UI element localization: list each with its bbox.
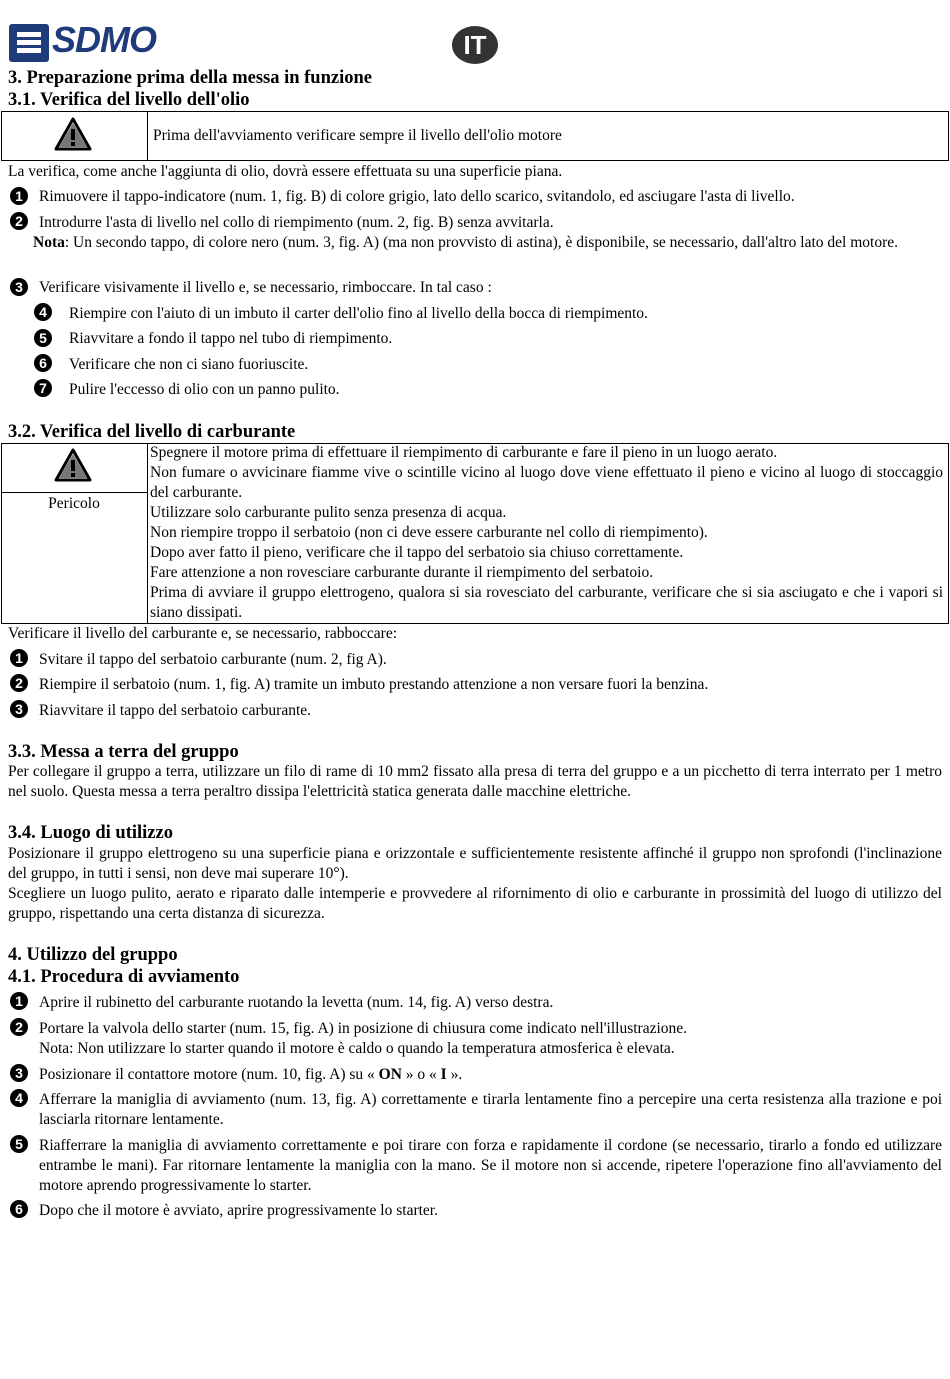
oil-substep-4: Riempire con l'aiuto di un imbuto il carter dell'olio fino al livello della bocca di riempimento. bbox=[69, 305, 648, 322]
fuel-step-2: Riempire il serbatoio (num. 1, fig. A) tramite un imbuto prestando attenzione a non versare fuori la benzina. bbox=[39, 676, 709, 693]
step-number-5-icon bbox=[33, 328, 53, 348]
fuel-step-3: Riavvitare il tappo del serbatoio carburante. bbox=[39, 702, 312, 719]
danger-line-4: Non riempire troppo il serbatoio (non ci deve essere carburante nel collo di riempimento). bbox=[150, 524, 708, 541]
step-number-4-icon bbox=[33, 302, 53, 322]
fuel-step-number-1-icon bbox=[9, 648, 29, 668]
danger-triangle-icon bbox=[54, 448, 92, 482]
oil-step-3: Verificare visivamente il livello e, se necessario, rimboccare. In tal caso : bbox=[39, 279, 492, 296]
start-step-6: Dopo che il motore è avviato, aprire progressivamente lo starter. bbox=[39, 1202, 438, 1219]
svg-text:6: 6 bbox=[39, 355, 47, 371]
oil-step-2: Introdurre l'asta di livello nel collo di riempimento (num. 2, fig. B) senza avvitarla. bbox=[39, 214, 554, 231]
danger-line-7: Prima di avviare il gruppo elettrogeno, qualora si sia rovesciato del carburante, verificare che si sia asciugato e che i vapori si siano dissipati. bbox=[150, 584, 943, 621]
start-step-3 bbox=[39, 1065, 462, 1085]
subsection-title-ground: 3.3. Messa a terra del gruppo bbox=[8, 742, 239, 762]
svg-text:5: 5 bbox=[39, 330, 47, 346]
svg-text:3: 3 bbox=[15, 701, 23, 717]
oil-substep-6: Verificare che non ci siano fuoriuscite. bbox=[69, 356, 309, 373]
svg-text:3: 3 bbox=[15, 1065, 23, 1081]
svg-text:2: 2 bbox=[15, 213, 23, 229]
svg-text:1: 1 bbox=[15, 650, 23, 666]
danger-line-5: Dopo aver fatto il pieno, verificare che il tappo del serbatoio sia chiuso correttamente. bbox=[150, 544, 684, 561]
section-title: 3. Preparazione prima della messa in funzione bbox=[8, 68, 372, 88]
start-step-4: Afferrare la maniglia di avviamento (num. 13, fig. A) correttamente e tirarla lentamente fino a percepire una certa resistenza alla trazione e poi lasciarla ritornare lentamente. bbox=[39, 1091, 942, 1128]
start-step-number-6-icon bbox=[9, 1199, 29, 1219]
fuel-step-number-3-icon bbox=[9, 699, 29, 719]
danger-line-1: Spegnere il motore prima di effettuare il riempimento di carburante e fare il pieno in un luogo aerato. bbox=[150, 444, 778, 461]
step-number-1-icon bbox=[9, 186, 29, 206]
sdmo-logo-bars-icon bbox=[15, 30, 43, 56]
warning-triangle-icon bbox=[54, 117, 92, 151]
oil-substep-5: Riavvitare a fondo il tappo nel tubo di riempimento. bbox=[69, 330, 393, 347]
language-badge: IT bbox=[452, 26, 498, 64]
ground-text: Per collegare il gruppo a terra, utilizzare un filo di rame di 10 mm2 fissato alla presa di terra del gruppo e a un picchetto di terra interrato per 1 metro nel suolo. Questa messa a terra peraltro dissipa l'elettricità statica generata dalle macchine elettriche. bbox=[8, 763, 942, 800]
start-step-3-mid: » o « bbox=[401, 1066, 441, 1083]
svg-text:2: 2 bbox=[15, 675, 23, 691]
danger-line-2: Non fumare o avvicinare fiamme vive o scintille vicino al luogo dove viene effettuato il pieno e vicino al luogo di stoccaggio del carburante. bbox=[150, 464, 943, 501]
step-number-3-icon bbox=[9, 277, 29, 297]
svg-text:4: 4 bbox=[15, 1090, 23, 1106]
svg-text:3: 3 bbox=[15, 279, 23, 295]
section-title-usage: 4. Utilizzo del gruppo bbox=[8, 945, 178, 965]
note-label: Nota bbox=[33, 234, 65, 251]
svg-text:4: 4 bbox=[39, 304, 47, 320]
start-step-5: Riafferrare la maniglia di avviamento correttamente e poi tirare con forza e rapidamente il cordone (se necessario, tirarlo a fondo ed utilizzare entrambe le mani). Far ritornare lentamente la maniglia con la mano. Se il motore non si accende, ripetere l'operazione fino all'avviamento del motore aprendo progressivamente lo starter. bbox=[39, 1137, 942, 1194]
start-step-3-post: ». bbox=[446, 1066, 463, 1083]
brand-logo: SDMO bbox=[52, 19, 156, 60]
svg-text:1: 1 bbox=[15, 993, 23, 1009]
oil-step-1: Rimuovere il tappo-indicatore (num. 1, fig. B) di colore grigio, lato dello scarico, svitandolo, ed asciugare l'asta di livello. bbox=[39, 188, 795, 205]
start-step-number-5-icon bbox=[9, 1134, 29, 1154]
i-label: I bbox=[440, 1066, 447, 1083]
fuel-step-number-2-icon bbox=[9, 673, 29, 693]
svg-text:7: 7 bbox=[39, 380, 47, 396]
start-step-number-1-icon bbox=[9, 991, 29, 1011]
step-number-6-icon bbox=[33, 353, 53, 373]
danger-label: Pericolo bbox=[48, 495, 100, 512]
step-number-2-icon bbox=[9, 211, 29, 231]
oil-intro: La verifica, come anche l'aggiunta di olio, dovrà essere effettuata su una superficie piana. bbox=[8, 163, 563, 180]
start-step-number-2-icon bbox=[9, 1017, 29, 1037]
start-step-3-pre: Posizionare il contattore motore (num. 10, fig. A) su « bbox=[39, 1066, 379, 1083]
fuel-intro: Verificare il livello del carburante e, se necessario, rabboccare: bbox=[8, 625, 398, 642]
location-text-2: Scegliere un luogo pulito, aerato e riparato dalle intemperie e provvedere al rifornimento di olio e carburante in prossimità del luogo di utilizzo del gruppo, rispettando una certa distanza di sicurezza. bbox=[8, 885, 942, 922]
step-number-7-icon bbox=[33, 378, 53, 398]
warning-divider bbox=[147, 111, 148, 161]
svg-text:6: 6 bbox=[15, 1201, 23, 1217]
fuel-step-1: Svitare il tappo del serbatoio carburante (num. 2, fig A). bbox=[39, 651, 387, 668]
start-step-number-3-icon bbox=[9, 1063, 29, 1083]
subsection-title-fuel: 3.2. Verifica del livello di carburante bbox=[8, 422, 296, 442]
start-step-2: Portare la valvola dello starter (num. 15, fig. A) in posizione di chiusura come indicato nell'illustrazione. bbox=[39, 1020, 688, 1037]
subsection-title-start: 4.1. Procedura di avviamento bbox=[8, 967, 240, 987]
svg-text:2: 2 bbox=[15, 1019, 23, 1035]
svg-text:5: 5 bbox=[15, 1136, 23, 1152]
danger-line-3: Utilizzare solo carburante pulito senza presenza di acqua. bbox=[150, 504, 507, 521]
note-text: : Un secondo tappo, di colore nero (num. 3, fig. A) (ma non provvisto di astina), è disponibile, se necessario, dall'altro lato del motore. bbox=[64, 234, 898, 251]
location-text-1: Posizionare il gruppo elettrogeno su una superficie piana e orizzontale e sufficientemente resistente affinché il gruppo non sprofondi (l'inclinazione del gruppo, in tutti i sensi, non deve mai superare 10°). bbox=[8, 845, 942, 882]
start-step-2-note: Nota: Non utilizzare lo starter quando il motore è caldo o quando la temperatura atmosferica è elevata. bbox=[39, 1040, 675, 1057]
start-step-number-4-icon bbox=[9, 1088, 29, 1108]
danger-label-separator bbox=[1, 492, 147, 493]
danger-line-6: Fare attenzione a non rovesciare carburante durante il riempimento del serbatoio. bbox=[150, 564, 654, 581]
oil-note bbox=[33, 233, 943, 253]
subsection-title-oil: 3.1. Verifica del livello dell'olio bbox=[8, 90, 250, 110]
on-label: ON bbox=[378, 1066, 402, 1083]
subsection-title-location: 3.4. Luogo di utilizzo bbox=[8, 823, 173, 843]
oil-substep-7: Pulire l'eccesso di olio con un panno pulito. bbox=[69, 381, 340, 398]
oil-warning-text: Prima dell'avviamento verificare sempre il livello dell'olio motore bbox=[153, 127, 562, 144]
start-step-1: Aprire il rubinetto del carburante ruotando la levetta (num. 14, fig. A) verso destra. bbox=[39, 994, 554, 1011]
svg-text:1: 1 bbox=[15, 188, 23, 204]
danger-divider bbox=[147, 443, 148, 624]
